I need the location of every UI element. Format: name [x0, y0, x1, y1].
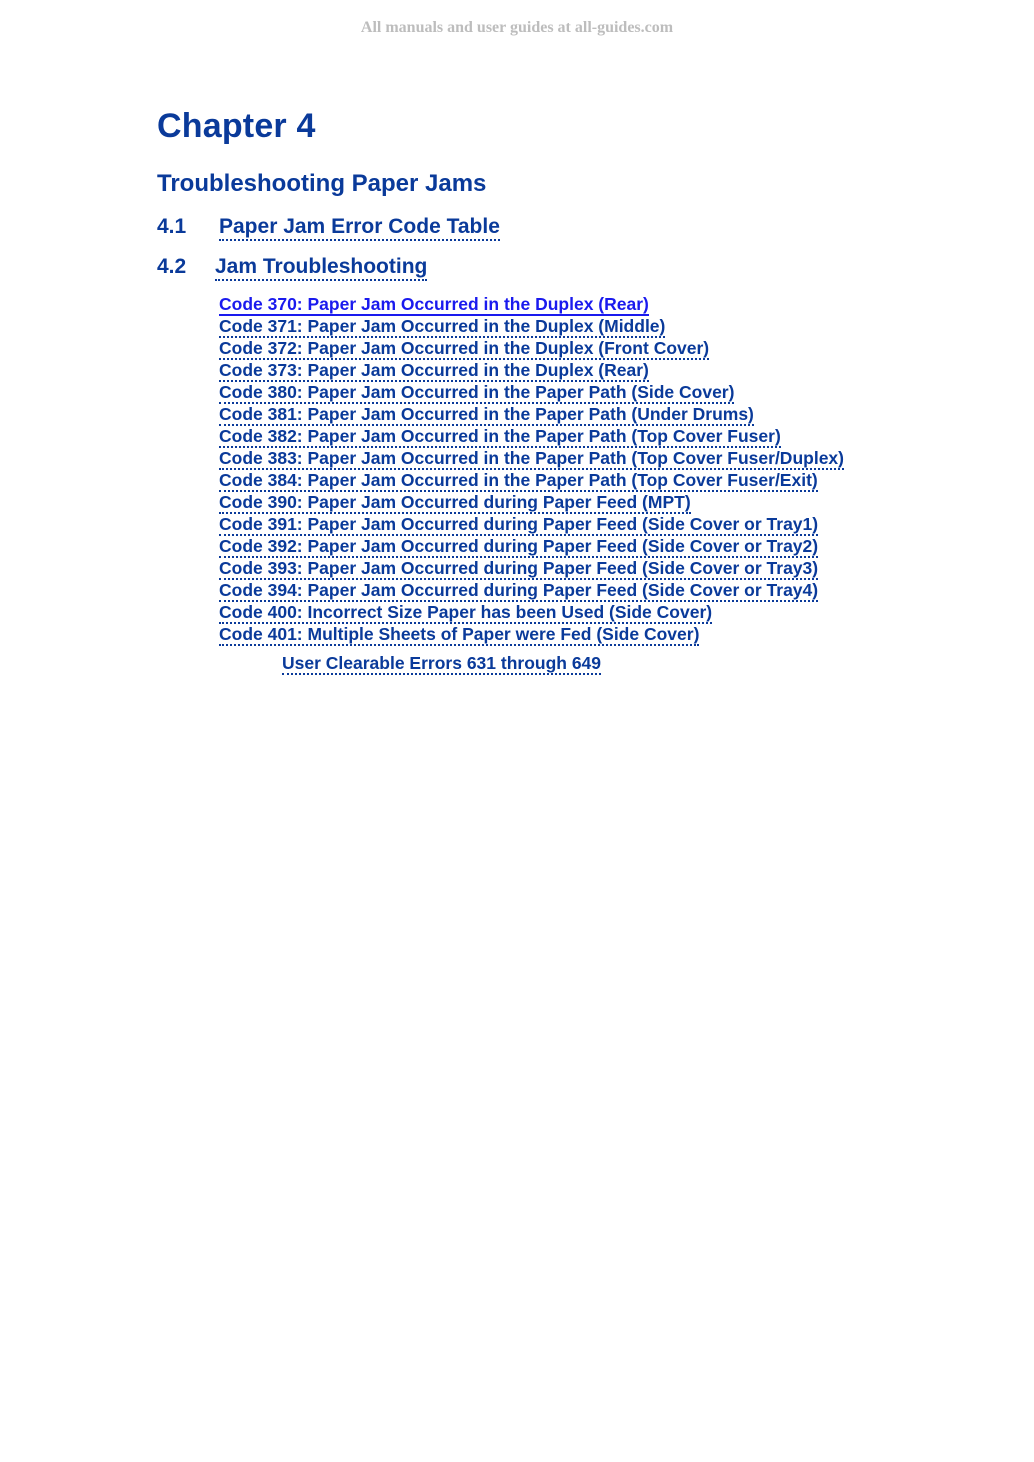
code-link-380[interactable]: Code 380: Paper Jam Occurred in the Paper Path (Side Cover)	[219, 382, 735, 402]
code-link-393[interactable]: Code 393: Paper Jam Occurred during Paper Feed (Side Cover or Tray3)	[219, 558, 819, 578]
code-link-401[interactable]: Code 401: Multiple Sheets of Paper were Fed (Side Cover)	[219, 624, 700, 644]
section-4-2	[157, 255, 428, 279]
list-item	[219, 602, 844, 624]
code-link-384[interactable]: Code 384: Paper Jam Occurred in the Paper Path (Top Cover Fuser/Exit)	[219, 470, 818, 490]
list-item	[219, 294, 844, 316]
list-item	[219, 558, 844, 580]
list-item	[219, 514, 844, 536]
list-item	[219, 404, 844, 426]
code-link-383[interactable]: Code 383: Paper Jam Occurred in the Paper Path (Top Cover Fuser/Duplex)	[219, 448, 844, 468]
code-link-391[interactable]: Code 391: Paper Jam Occurred during Paper Feed (Side Cover or Tray1)	[219, 514, 819, 534]
list-item	[219, 338, 844, 360]
list-item	[219, 470, 844, 492]
list-item	[219, 360, 844, 382]
list-item	[219, 624, 844, 646]
code-link-390[interactable]: Code 390: Paper Jam Occurred during Paper Feed (MPT)	[219, 492, 691, 512]
code-link-382[interactable]: Code 382: Paper Jam Occurred in the Paper Path (Top Cover Fuser)	[219, 426, 781, 446]
list-item	[219, 426, 844, 448]
code-link-373[interactable]: Code 373: Paper Jam Occurred in the Duplex (Rear)	[219, 360, 649, 380]
code-link-list	[219, 294, 844, 646]
user-clearable-errors-link[interactable]: User Clearable Errors 631 through 649	[282, 653, 602, 673]
code-link-372[interactable]: Code 372: Paper Jam Occurred in the Duplex (Front Cover)	[219, 338, 710, 358]
section-link-error-code-table[interactable]: Paper Jam Error Code Table	[219, 215, 500, 241]
chapter-title: Chapter 4	[157, 107, 316, 145]
list-item	[219, 448, 844, 470]
list-item	[219, 382, 844, 404]
list-item	[219, 580, 844, 602]
list-item	[219, 316, 844, 338]
section-number: 4.2	[157, 255, 187, 278]
code-link-371[interactable]: Code 371: Paper Jam Occurred in the Duplex (Middle)	[219, 316, 666, 336]
section-4-1	[157, 215, 500, 239]
list-item	[219, 492, 844, 514]
list-item	[219, 536, 844, 558]
code-link-392[interactable]: Code 392: Paper Jam Occurred during Paper Feed (Side Cover or Tray2)	[219, 536, 819, 556]
code-link-394[interactable]: Code 394: Paper Jam Occurred during Paper Feed (Side Cover or Tray4)	[219, 580, 819, 600]
section-link-jam-troubleshooting[interactable]: Jam Troubleshooting	[215, 255, 427, 281]
chapter-subtitle: Troubleshooting Paper Jams	[157, 170, 487, 197]
watermark: All manuals and user guides at all-guides.com	[360, 19, 674, 36]
section-number: 4.1	[157, 215, 187, 238]
code-link-381[interactable]: Code 381: Paper Jam Occurred in the Paper Path (Under Drums)	[219, 404, 754, 424]
code-link-400[interactable]: Code 400: Incorrect Size Paper has been Used (Side Cover)	[219, 602, 713, 622]
code-link-370[interactable]: Code 370: Paper Jam Occurred in the Duplex (Rear)	[219, 294, 649, 314]
